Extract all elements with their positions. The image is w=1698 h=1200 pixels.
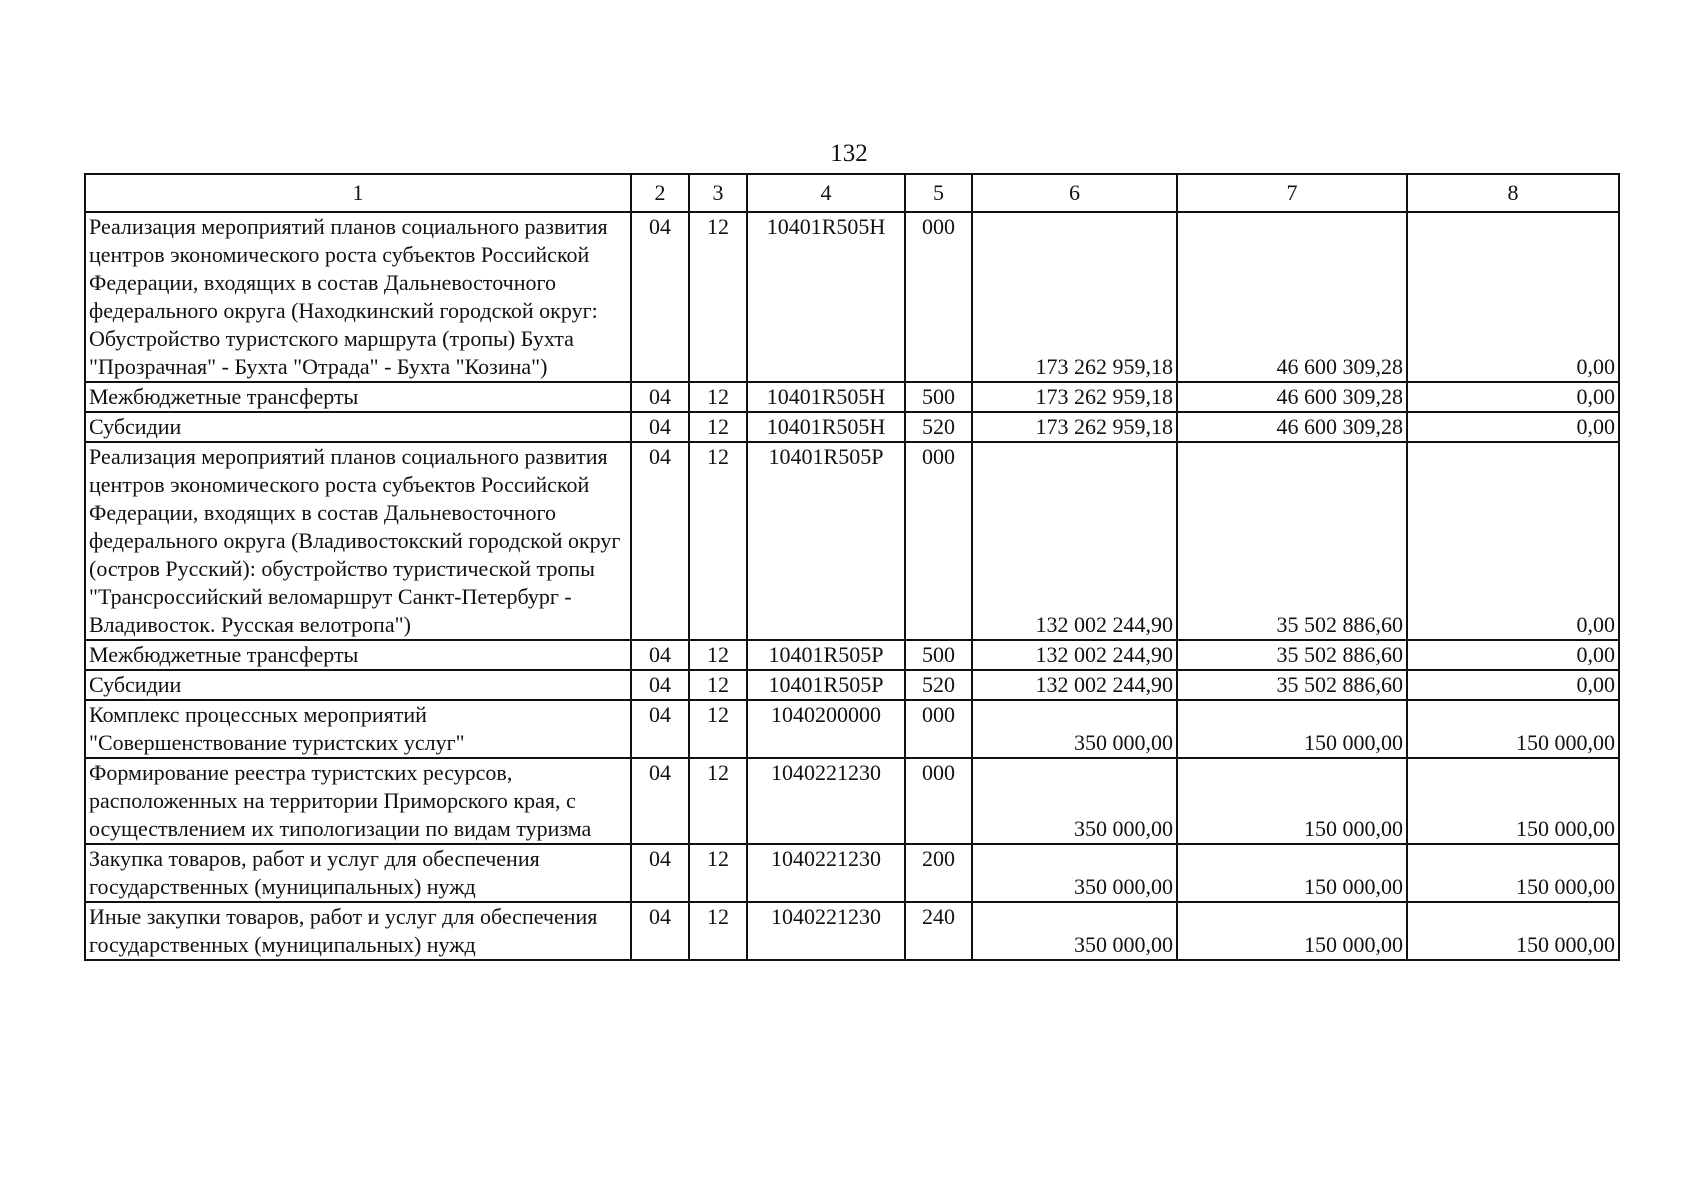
row-expense-type: 520 <box>905 670 972 700</box>
header-col-3: 3 <box>689 174 747 212</box>
row-amount-col6: 350 000,00 <box>972 700 1177 758</box>
table-row <box>85 212 1619 382</box>
row-subsection: 12 <box>689 700 747 758</box>
row-amount-col7: 35 502 886,60 <box>1177 640 1407 670</box>
header-col-4: 4 <box>747 174 905 212</box>
row-amount-col8: 0,00 <box>1407 212 1619 382</box>
row-target-code: 10401R505Н <box>747 382 905 412</box>
row-expense-type: 240 <box>905 902 972 960</box>
row-name: Закупка товаров, работ и услуг для обеспечения государственных (муниципальных) нужд <box>85 844 631 902</box>
row-subsection: 12 <box>689 442 747 640</box>
row-section: 04 <box>631 670 689 700</box>
row-name: Иные закупки товаров, работ и услуг для обеспечения государственных (муниципальных) нужд <box>85 902 631 960</box>
row-expense-type: 500 <box>905 640 972 670</box>
row-amount-col7: 46 600 309,28 <box>1177 412 1407 442</box>
row-name: Субсидии <box>85 412 631 442</box>
table-row <box>85 700 1619 758</box>
page-number: 132 <box>830 140 868 167</box>
row-amount-col7: 150 000,00 <box>1177 844 1407 902</box>
row-amount-col6: 350 000,00 <box>972 902 1177 960</box>
row-name: Реализация мероприятий планов социального развития центров экономического роста субъектов Российской Федерации, входящих в состав Дальневосточного федерального округа (Находкинский городской округ: Обустройство туристского маршрута (тропы) Бухта "Прозрачная" - Бухта "Отрада" - Бухта "Козина") <box>85 212 631 382</box>
table-row <box>85 640 1619 670</box>
row-subsection: 12 <box>689 382 747 412</box>
row-amount-col6: 132 002 244,90 <box>972 442 1177 640</box>
header-col-5: 5 <box>905 174 972 212</box>
row-name: Субсидии <box>85 670 631 700</box>
row-name: Межбюджетные трансферты <box>85 382 631 412</box>
row-amount-col8: 0,00 <box>1407 670 1619 700</box>
row-amount-col7: 150 000,00 <box>1177 758 1407 844</box>
row-amount-col6: 173 262 959,18 <box>972 212 1177 382</box>
row-section: 04 <box>631 212 689 382</box>
row-amount-col8: 0,00 <box>1407 442 1619 640</box>
row-expense-type: 500 <box>905 382 972 412</box>
row-subsection: 12 <box>689 212 747 382</box>
row-amount-col8: 150 000,00 <box>1407 844 1619 902</box>
table-row <box>85 382 1619 412</box>
row-section: 04 <box>631 758 689 844</box>
table-row <box>85 670 1619 700</box>
row-section: 04 <box>631 902 689 960</box>
row-target-code: 1040221230 <box>747 758 905 844</box>
row-name: Межбюджетные трансферты <box>85 640 631 670</box>
row-subsection: 12 <box>689 412 747 442</box>
row-amount-col7: 35 502 886,60 <box>1177 442 1407 640</box>
row-section: 04 <box>631 412 689 442</box>
row-target-code: 10401R505Р <box>747 442 905 640</box>
header-col-8: 8 <box>1407 174 1619 212</box>
header-col-1: 1 <box>85 174 631 212</box>
header-row <box>85 174 1619 212</box>
header-col-6: 6 <box>972 174 1177 212</box>
row-expense-type: 000 <box>905 212 972 382</box>
row-amount-col7: 46 600 309,28 <box>1177 212 1407 382</box>
row-name: Формирование реестра туристских ресурсов, расположенных на территории Приморского края, с осуществлением их типологизации по видам туризма <box>85 758 631 844</box>
row-section: 04 <box>631 640 689 670</box>
row-amount-col7: 35 502 886,60 <box>1177 670 1407 700</box>
row-expense-type: 200 <box>905 844 972 902</box>
row-subsection: 12 <box>689 902 747 960</box>
row-amount-col7: 150 000,00 <box>1177 902 1407 960</box>
row-amount-col8: 0,00 <box>1407 640 1619 670</box>
row-amount-col6: 132 002 244,90 <box>972 670 1177 700</box>
row-expense-type: 000 <box>905 700 972 758</box>
row-target-code: 1040221230 <box>747 844 905 902</box>
row-subsection: 12 <box>689 758 747 844</box>
row-subsection: 12 <box>689 844 747 902</box>
table-row <box>85 412 1619 442</box>
row-target-code: 10401R505Н <box>747 212 905 382</box>
row-expense-type: 520 <box>905 412 972 442</box>
row-section: 04 <box>631 700 689 758</box>
row-target-code: 10401R505Р <box>747 670 905 700</box>
row-amount-col8: 150 000,00 <box>1407 700 1619 758</box>
row-section: 04 <box>631 382 689 412</box>
row-target-code: 1040200000 <box>747 700 905 758</box>
row-name: Комплекс процессных мероприятий "Совершенствование туристских услуг" <box>85 700 631 758</box>
row-amount-col6: 350 000,00 <box>972 758 1177 844</box>
row-amount-col8: 0,00 <box>1407 382 1619 412</box>
row-amount-col6: 173 262 959,18 <box>972 412 1177 442</box>
row-subsection: 12 <box>689 670 747 700</box>
row-amount-col7: 150 000,00 <box>1177 700 1407 758</box>
table-row <box>85 758 1619 844</box>
row-amount-col6: 173 262 959,18 <box>972 382 1177 412</box>
row-amount-col6: 132 002 244,90 <box>972 640 1177 670</box>
table-row <box>85 902 1619 960</box>
row-amount-col6: 350 000,00 <box>972 844 1177 902</box>
row-expense-type: 000 <box>905 442 972 640</box>
row-expense-type: 000 <box>905 758 972 844</box>
table-row <box>85 844 1619 902</box>
header-col-2: 2 <box>631 174 689 212</box>
header-col-7: 7 <box>1177 174 1407 212</box>
budget-table <box>84 173 1620 961</box>
table-row <box>85 442 1619 640</box>
row-target-code: 10401R505Н <box>747 412 905 442</box>
row-name: Реализация мероприятий планов социального развития центров экономического роста субъектов Российской Федерации, входящих в состав Дальневосточного федерального округа (Владивостокский городской округ (остров Русский): обустройство туристической тропы "Трансроссийский веломаршрут Санкт-Петербург - Владивосток. Русская велотропа") <box>85 442 631 640</box>
row-target-code: 10401R505Р <box>747 640 905 670</box>
row-amount-col8: 150 000,00 <box>1407 758 1619 844</box>
row-amount-col8: 150 000,00 <box>1407 902 1619 960</box>
row-amount-col7: 46 600 309,28 <box>1177 382 1407 412</box>
row-target-code: 1040221230 <box>747 902 905 960</box>
row-subsection: 12 <box>689 640 747 670</box>
row-amount-col8: 0,00 <box>1407 412 1619 442</box>
row-section: 04 <box>631 844 689 902</box>
row-section: 04 <box>631 442 689 640</box>
